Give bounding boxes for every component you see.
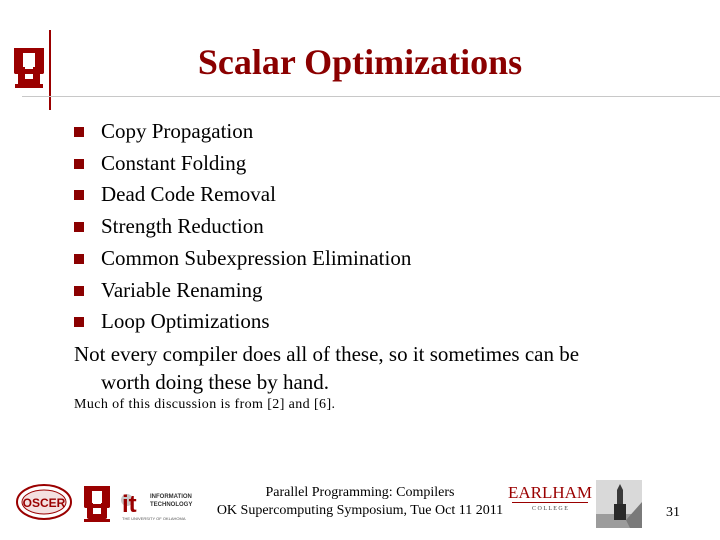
ou-it-logo-icon (121, 491, 192, 521)
svg-text:TECHNOLOGY: TECHNOLOGY (150, 502, 193, 508)
slide-title: Scalar Optimizations (197, 42, 523, 82)
bullet-text: Dead Code Removal (101, 182, 276, 207)
source-citation: Much of this discussion is from [2] and [6]. (74, 397, 336, 412)
svg-text:THE UNIVERSITY OF OKLAHOMA: THE UNIVERSITY OF OKLAHOMA (122, 516, 186, 521)
bullet-text: Common Subexpression Elimination (101, 245, 412, 270)
campus-tower-photo-icon (596, 480, 642, 528)
bullet-item (74, 211, 411, 243)
bullet-square-icon (74, 127, 84, 137)
bullet-item (74, 148, 411, 180)
ou-footer-logo-icon (84, 486, 110, 522)
footer-line-1: Parallel Programming: Compilers (265, 485, 455, 500)
bullet-square-icon (74, 159, 84, 169)
svg-text:INFORMATION: INFORMATION (150, 494, 192, 500)
svg-text:C O L L E G E: C O L L E G E (532, 506, 568, 512)
bullet-text: Loop Optimizations (101, 309, 270, 334)
note-paragraph (74, 340, 674, 396)
svg-text:EARLHAM: EARLHAM (508, 483, 592, 502)
ou-logo-icon (12, 46, 46, 90)
earlham-logo-icon (508, 480, 592, 514)
bullet-text: Strength Reduction (101, 214, 264, 239)
bullet-text: Copy Propagation (101, 119, 254, 143)
page-number: 31 (666, 505, 680, 520)
bullet-square-icon (74, 190, 84, 200)
note-line-2: worth doing these by hand. (101, 370, 330, 394)
header-vertical-rule (49, 30, 51, 110)
footer-line-2: OK Supercomputing Symposium, Tue Oct 11 2011 (216, 503, 504, 518)
footer-text (210, 484, 510, 520)
oscer-logo-icon (17, 485, 71, 519)
bullet-square-icon (74, 254, 84, 264)
bullet-square-icon (74, 317, 84, 327)
footer-logos (14, 478, 216, 528)
svg-text:OSCER: OSCER (22, 496, 66, 510)
bullet-item (74, 179, 411, 211)
bullet-text: Variable Renaming (101, 277, 263, 302)
bullet-square-icon (74, 286, 84, 296)
bullet-item (74, 116, 411, 148)
note-line-1: Not every compiler does all of these, so it sometimes can be (74, 342, 580, 366)
bullet-item (74, 243, 411, 275)
bullet-item (74, 306, 411, 338)
header-horizontal-rule (22, 96, 720, 97)
bullet-text: Constant Folding (101, 150, 247, 175)
bullet-square-icon (74, 222, 84, 232)
svg-text:it: it (122, 491, 137, 518)
bullet-item (74, 275, 411, 307)
bullet-list (74, 116, 411, 338)
